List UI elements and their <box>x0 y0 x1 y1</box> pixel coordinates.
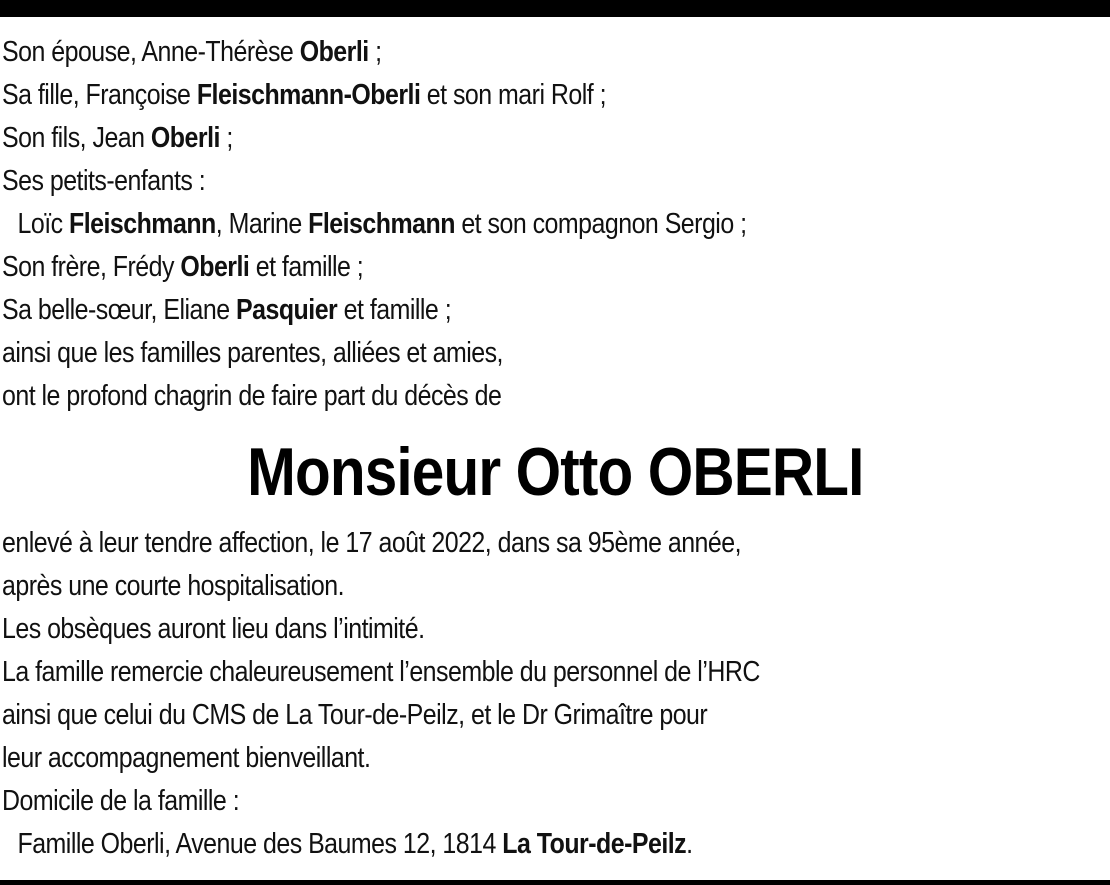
detail-line-1: enlevé à leur tendre affection, le 17 août 2022, dans sa 95ème année, <box>2 527 742 559</box>
bottom-border-rule <box>0 880 1110 885</box>
daughter-surname: Fleischmann-Oberli <box>196 79 421 111</box>
sister-in-law-line: Sa belle-sœur, Eliane Pasquier et famille ; <box>2 294 452 326</box>
detail-line-4: La famille remercie chaleureusement l’ensemble du personnel de l’HRC <box>2 656 760 688</box>
detail-line-2: après une courte hospitalisation. <box>2 570 345 602</box>
sister-in-law-surname: Pasquier <box>236 294 338 326</box>
domicile-label: Domicile de la famille : <box>2 785 240 817</box>
brother-surname: Oberli <box>180 251 250 283</box>
grandchildren-line: Loïc Fleischmann, Marine Fleischmann et son compagnon Sergio ; <box>17 208 747 240</box>
son-surname: Oberli <box>150 122 220 154</box>
address-line: Famille Oberli, Avenue des Baumes 12, 1814 La Tour-de-Peilz. <box>17 828 693 860</box>
top-border-rule <box>0 0 1110 17</box>
detail-line-5: ainsi que celui du CMS de La Tour-de-Peilz, et le Dr Grimaître pour <box>2 699 708 731</box>
relatives-line: ainsi que les familles parentes, alliées et amies, <box>2 337 503 369</box>
grandchild1-surname: Fleischmann <box>68 208 216 240</box>
deceased-name-heading: Monsieur Otto OBERLI <box>246 434 864 510</box>
grandchildren-label: Ses petits-enfants : <box>2 165 206 197</box>
detail-line-6: leur accompagnement bienveillant. <box>2 742 371 774</box>
grandchild2-surname: Fleischmann <box>308 208 455 240</box>
address-city: La Tour-de-Peilz <box>502 828 687 860</box>
daughter-line: Sa fille, Françoise Fleischmann-Oberli et son mari Rolf ; <box>2 79 607 111</box>
son-line: Son fils, Jean Oberli ; <box>2 122 233 154</box>
spouse-surname: Oberli <box>299 36 369 68</box>
announcement-line: ont le profond chagrin de faire part du décès de <box>2 380 502 412</box>
spouse-line: Son épouse, Anne-Thérèse Oberli ; <box>2 36 382 68</box>
notice-details <box>2 522 760 866</box>
detail-line-3: Les obsèques auront lieu dans l’intimité. <box>2 613 425 645</box>
brother-line: Son frère, Frédy Oberli et famille ; <box>2 251 364 283</box>
family-list <box>2 31 747 418</box>
